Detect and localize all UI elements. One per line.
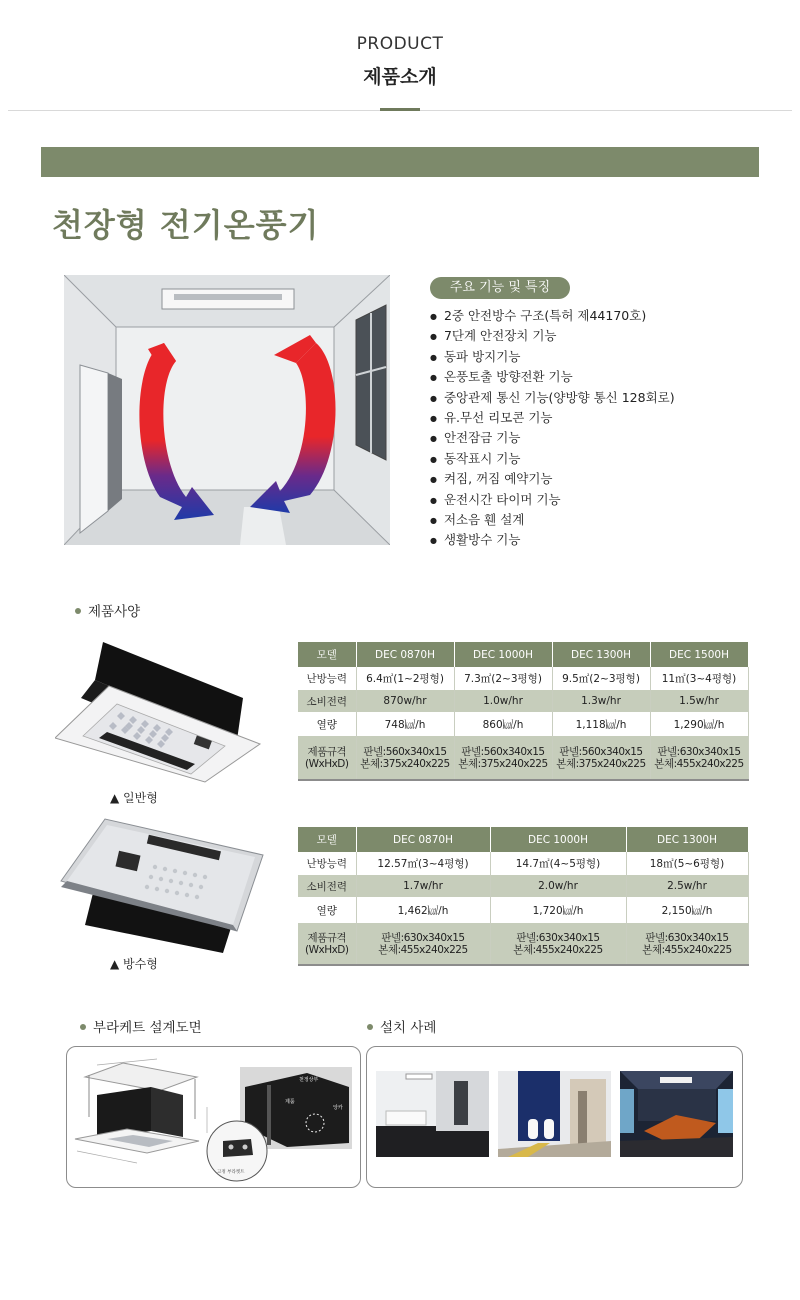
bullet-dot-icon bbox=[75, 608, 81, 614]
cell: 7.3㎡(2~3평형) bbox=[454, 667, 552, 690]
cell: 1,290㎉/h bbox=[650, 712, 748, 736]
caption-waterproof: ▲ 방수형 bbox=[110, 957, 158, 971]
cell: 1.7w/hr bbox=[356, 875, 490, 897]
cell: 2.0w/hr bbox=[490, 875, 626, 897]
bullet-dot-icon bbox=[80, 1024, 86, 1030]
bracket-drawing-box bbox=[66, 1046, 361, 1188]
col-header: DEC 1000H bbox=[454, 642, 552, 667]
cell: 1,462㎉/h bbox=[356, 897, 490, 923]
cell: 12.57㎡(3~4평형) bbox=[356, 852, 490, 875]
cell: 2.5w/hr bbox=[626, 875, 748, 897]
bracket-drawing bbox=[67, 1047, 360, 1187]
product-image-waterproof bbox=[55, 815, 265, 955]
cell: 870w/hr bbox=[356, 690, 454, 712]
cell: 판넬:630x340x15 본체:455x240x225 bbox=[490, 923, 626, 965]
cell: 1.3w/hr bbox=[552, 690, 650, 712]
header-kor: 제품소개 bbox=[363, 66, 437, 88]
spec-table-waterproof bbox=[298, 827, 749, 966]
feature-item: ● 켜짐, 꺼짐 예약기능 bbox=[430, 470, 675, 490]
cell: 판넬:630x340x15 본체:455x240x225 bbox=[650, 736, 748, 780]
label-bracket: 고정 부라켓트 bbox=[217, 1170, 245, 1175]
features-title: 주요 기능 및 특징 bbox=[430, 277, 570, 299]
col-header: 모델 bbox=[298, 827, 356, 852]
cell: 9.5㎡(2~3평형) bbox=[552, 667, 650, 690]
room-illustration bbox=[64, 275, 390, 545]
product-image-general bbox=[55, 640, 265, 785]
feature-item: ● 동파 방지기능 bbox=[430, 348, 675, 368]
row-label: 난방능력 bbox=[298, 667, 356, 690]
col-header: DEC 1000H bbox=[490, 827, 626, 852]
install-photo-conference bbox=[620, 1071, 733, 1157]
install-photos-box bbox=[366, 1046, 743, 1188]
label-anchor: 앙카 bbox=[333, 1105, 343, 1111]
cell: 2,150㎉/h bbox=[626, 897, 748, 923]
feature-item: ● 저소음 휀 설계 bbox=[430, 511, 675, 531]
feature-item: ● 중앙관제 통신 기능(양방향 통신 128회로) bbox=[430, 389, 675, 409]
install-section-label: 설치 사례 bbox=[367, 1016, 436, 1036]
feature-item: ● 생활방수 기능 bbox=[430, 531, 675, 551]
product-title: 천장형 전기온풍기 bbox=[52, 206, 320, 244]
row-label: 열량 bbox=[298, 712, 356, 736]
header-accent-mark bbox=[380, 108, 420, 111]
install-photo-bathroom bbox=[376, 1071, 489, 1157]
col-header: DEC 0870H bbox=[356, 642, 454, 667]
cell: 18㎡(5~6평형) bbox=[626, 852, 748, 875]
title-banner bbox=[41, 147, 759, 177]
feature-list bbox=[430, 307, 675, 552]
install-photo-restroom bbox=[498, 1071, 611, 1157]
cell: 1.0w/hr bbox=[454, 690, 552, 712]
cell: 판넬:560x340x15 본체:375x240x225 bbox=[454, 736, 552, 780]
feature-item: ● 7단계 안전장치 기능 bbox=[430, 327, 675, 347]
bracket-section-label: 부라케트 설계도면 bbox=[80, 1016, 202, 1036]
cell: 11㎡(3~4평형) bbox=[650, 667, 748, 690]
label-ceiling: 천정상부 bbox=[299, 1077, 319, 1083]
cell: 1.5w/hr bbox=[650, 690, 748, 712]
row-label: 난방능력 bbox=[298, 852, 356, 875]
row-label: 제품규격 (WxHxD) bbox=[298, 736, 356, 780]
cell: 860㎉/h bbox=[454, 712, 552, 736]
header-eng: PRODUCT bbox=[356, 34, 444, 54]
cell: 판넬:630x340x15 본체:455x240x225 bbox=[356, 923, 490, 965]
cell: 판넬:560x340x15 본체:375x240x225 bbox=[552, 736, 650, 780]
spec-section-label: 제품사양 bbox=[75, 600, 140, 620]
feature-item: ● 안전잠금 기능 bbox=[430, 429, 675, 449]
feature-item: ● 2중 안전방수 구조(특허 제44170호) bbox=[430, 307, 675, 327]
row-label: 열량 bbox=[298, 897, 356, 923]
cell: 판넬:630x340x15 본체:455x240x225 bbox=[626, 923, 748, 965]
cell: 748㎉/h bbox=[356, 712, 454, 736]
row-label: 소비전력 bbox=[298, 875, 356, 897]
feature-item: ● 운전시간 타이머 기능 bbox=[430, 491, 675, 511]
feature-item: ● 온풍토출 방향전환 기능 bbox=[430, 368, 675, 388]
col-header: 모델 bbox=[298, 642, 356, 667]
row-label: 소비전력 bbox=[298, 690, 356, 712]
cell: 판넬:560x340x15 본체:375x240x225 bbox=[356, 736, 454, 780]
label-product: 제품 bbox=[285, 1099, 295, 1105]
col-header: DEC 0870H bbox=[356, 827, 490, 852]
cell: 14.7㎡(4~5평형) bbox=[490, 852, 626, 875]
col-header: DEC 1500H bbox=[650, 642, 748, 667]
cell: 1,720㎉/h bbox=[490, 897, 626, 923]
cell: 6.4㎡(1~2평형) bbox=[356, 667, 454, 690]
spec-table-general bbox=[298, 642, 749, 781]
feature-item: ● 동작표시 기능 bbox=[430, 450, 675, 470]
feature-item: ● 유.무선 리모콘 기능 bbox=[430, 409, 675, 429]
col-header: DEC 1300H bbox=[552, 642, 650, 667]
row-label: 제품규격 (WxHxD) bbox=[298, 923, 356, 965]
cell: 1,118㎉/h bbox=[552, 712, 650, 736]
caption-general: ▲ 일반형 bbox=[110, 791, 158, 805]
col-header: DEC 1300H bbox=[626, 827, 748, 852]
bullet-dot-icon bbox=[367, 1024, 373, 1030]
